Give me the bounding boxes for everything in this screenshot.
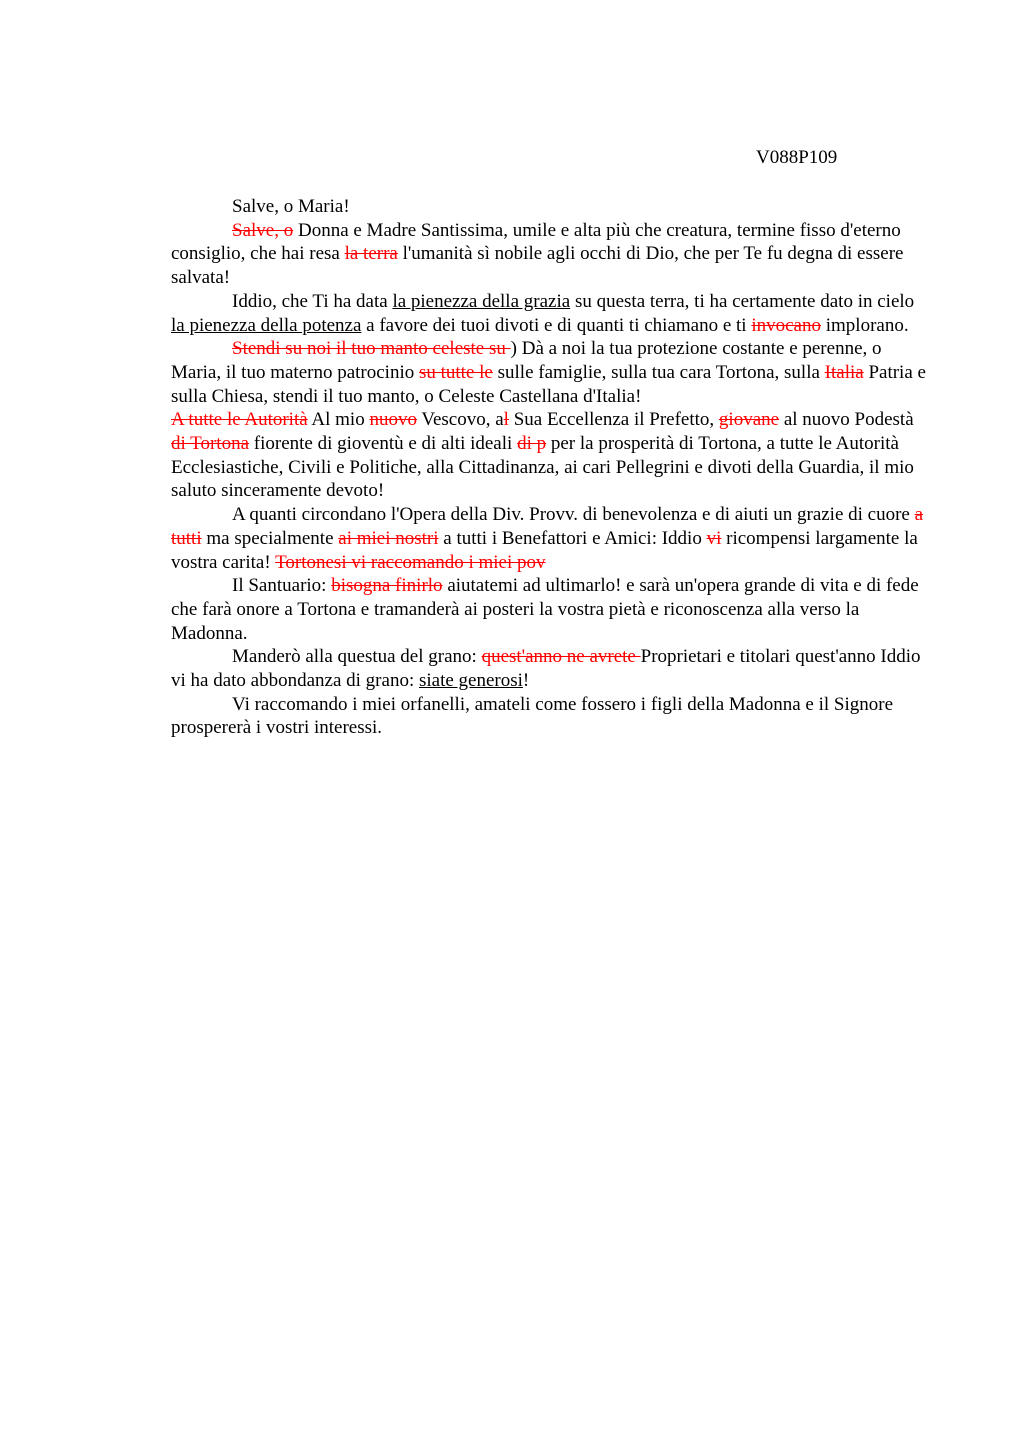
document-body <box>171 195 927 740</box>
paragraph <box>171 195 927 219</box>
text-segment: Proprietari e titolari quest'anno Iddio vi ha dato abbondanza di grano: <box>171 646 921 692</box>
paragraph <box>171 645 927 692</box>
paragraph <box>171 290 927 337</box>
text-segment: al nuovo Podestà <box>779 409 914 431</box>
deleted-text: invocano <box>751 314 821 336</box>
paragraph <box>171 693 927 740</box>
deleted-text: Salve, o <box>232 219 294 241</box>
paragraph <box>171 503 927 574</box>
text-segment: A quanti circondano l'Opera della Div. Provv. di benevolenza e di aiuti un grazie di cuore <box>232 504 915 526</box>
deleted-text: A tutte le Autorità <box>171 409 308 431</box>
text-segment: Donna e Madre Santissima, umile e alta più che creatura, termine fisso d'eterno consiglio, che hai resa <box>171 219 901 265</box>
text-segment: a tutti i Benefattori e Amici: Iddio <box>438 527 707 549</box>
text-segment: aiutatemi ad ultimarlo! e sarà un'opera grande di vita e di fede che farà onore a Tortona e tramanderà ai posteri la vostra pietà e riconoscenza alla verso la Madonna. <box>171 575 919 644</box>
text-segment: fiorente di gioventù e di alti ideali <box>249 433 518 455</box>
underlined-text: la pienezza della potenza <box>171 314 362 336</box>
paragraph <box>171 219 927 290</box>
text-segment: ) Dà a noi la tua protezione costante e perenne, o Maria, il tuo materno patrocinio <box>171 338 882 383</box>
text-segment: Iddio, che Ti ha data <box>232 290 393 312</box>
paragraph <box>171 574 927 645</box>
text-segment: Il Santuario: <box>232 575 332 597</box>
underlined-text: la pienezza della grazia <box>392 290 571 312</box>
text-segment: Sua Eccellenza il Prefetto, <box>508 409 719 431</box>
deleted-text: vi <box>706 527 722 549</box>
paragraph <box>171 408 927 503</box>
text-segment: Al mio <box>307 409 370 431</box>
text-segment: l'umanità sì nobile agli occhi di Dio, che per Te fu degna di essere salvata! <box>171 243 904 289</box>
document-id: V088P109 <box>756 147 838 168</box>
text-segment: Patria e sulla Chiesa, stendi il tuo manto, o Celeste Castellana d'Italia! <box>171 361 926 407</box>
deleted-text: ai miei nostri <box>338 527 439 549</box>
deleted-text: l <box>503 409 509 431</box>
text-segment: ricompensi largamente la vostra carita! <box>171 527 918 573</box>
text-segment: Vescovo, a <box>416 409 504 431</box>
text-segment: ! <box>522 670 530 692</box>
deleted-text: Tortonesi vi raccomando i miei pov <box>275 551 546 573</box>
text-segment: Salve, o Maria! <box>232 196 350 217</box>
deleted-text: nuovo <box>369 409 417 431</box>
text-segment: Vi raccomando i miei orfanelli, amateli come fossero i figli della Madonna e il Signore prospererà i vostri interessi. <box>171 693 894 739</box>
text-segment: ma specialmente <box>201 527 339 549</box>
text-segment: su questa terra, ti ha certamente dato in cielo <box>570 290 915 312</box>
deleted-text: quest'anno ne avrete <box>481 646 641 668</box>
text-segment: a favore dei tuoi divoti e di quanti ti chiamano e ti <box>361 314 752 336</box>
underlined-text: siate generosi <box>418 670 523 692</box>
deleted-text: Italia <box>824 361 864 383</box>
text-segment: per la prosperità di Tortona, a tutte le Autorità Ecclesiastiche, Civili e Politiche, alla Cittadinanza, ai cari Pellegrini e divoti della Guardia, il mio saluto sinceramente devoto! <box>171 433 914 502</box>
deleted-text: di p <box>517 433 547 455</box>
paragraph <box>171 337 927 408</box>
deleted-text: bisogna finirlo <box>331 575 443 597</box>
text-segment: Manderò alla questua del grano: <box>232 646 482 668</box>
text-segment: sulle famiglie, sulla tua cara Tortona, sulla <box>492 361 825 383</box>
deleted-text: Stendi su noi il tuo manto celeste su <box>232 338 511 360</box>
deleted-text: su tutte le <box>418 361 493 383</box>
deleted-text: giovane <box>718 409 780 431</box>
deleted-text: la terra <box>344 243 398 265</box>
text-segment: implorano. <box>821 314 909 336</box>
deleted-text: di Tortona <box>171 433 250 455</box>
deleted-text: a tutti <box>171 504 924 549</box>
